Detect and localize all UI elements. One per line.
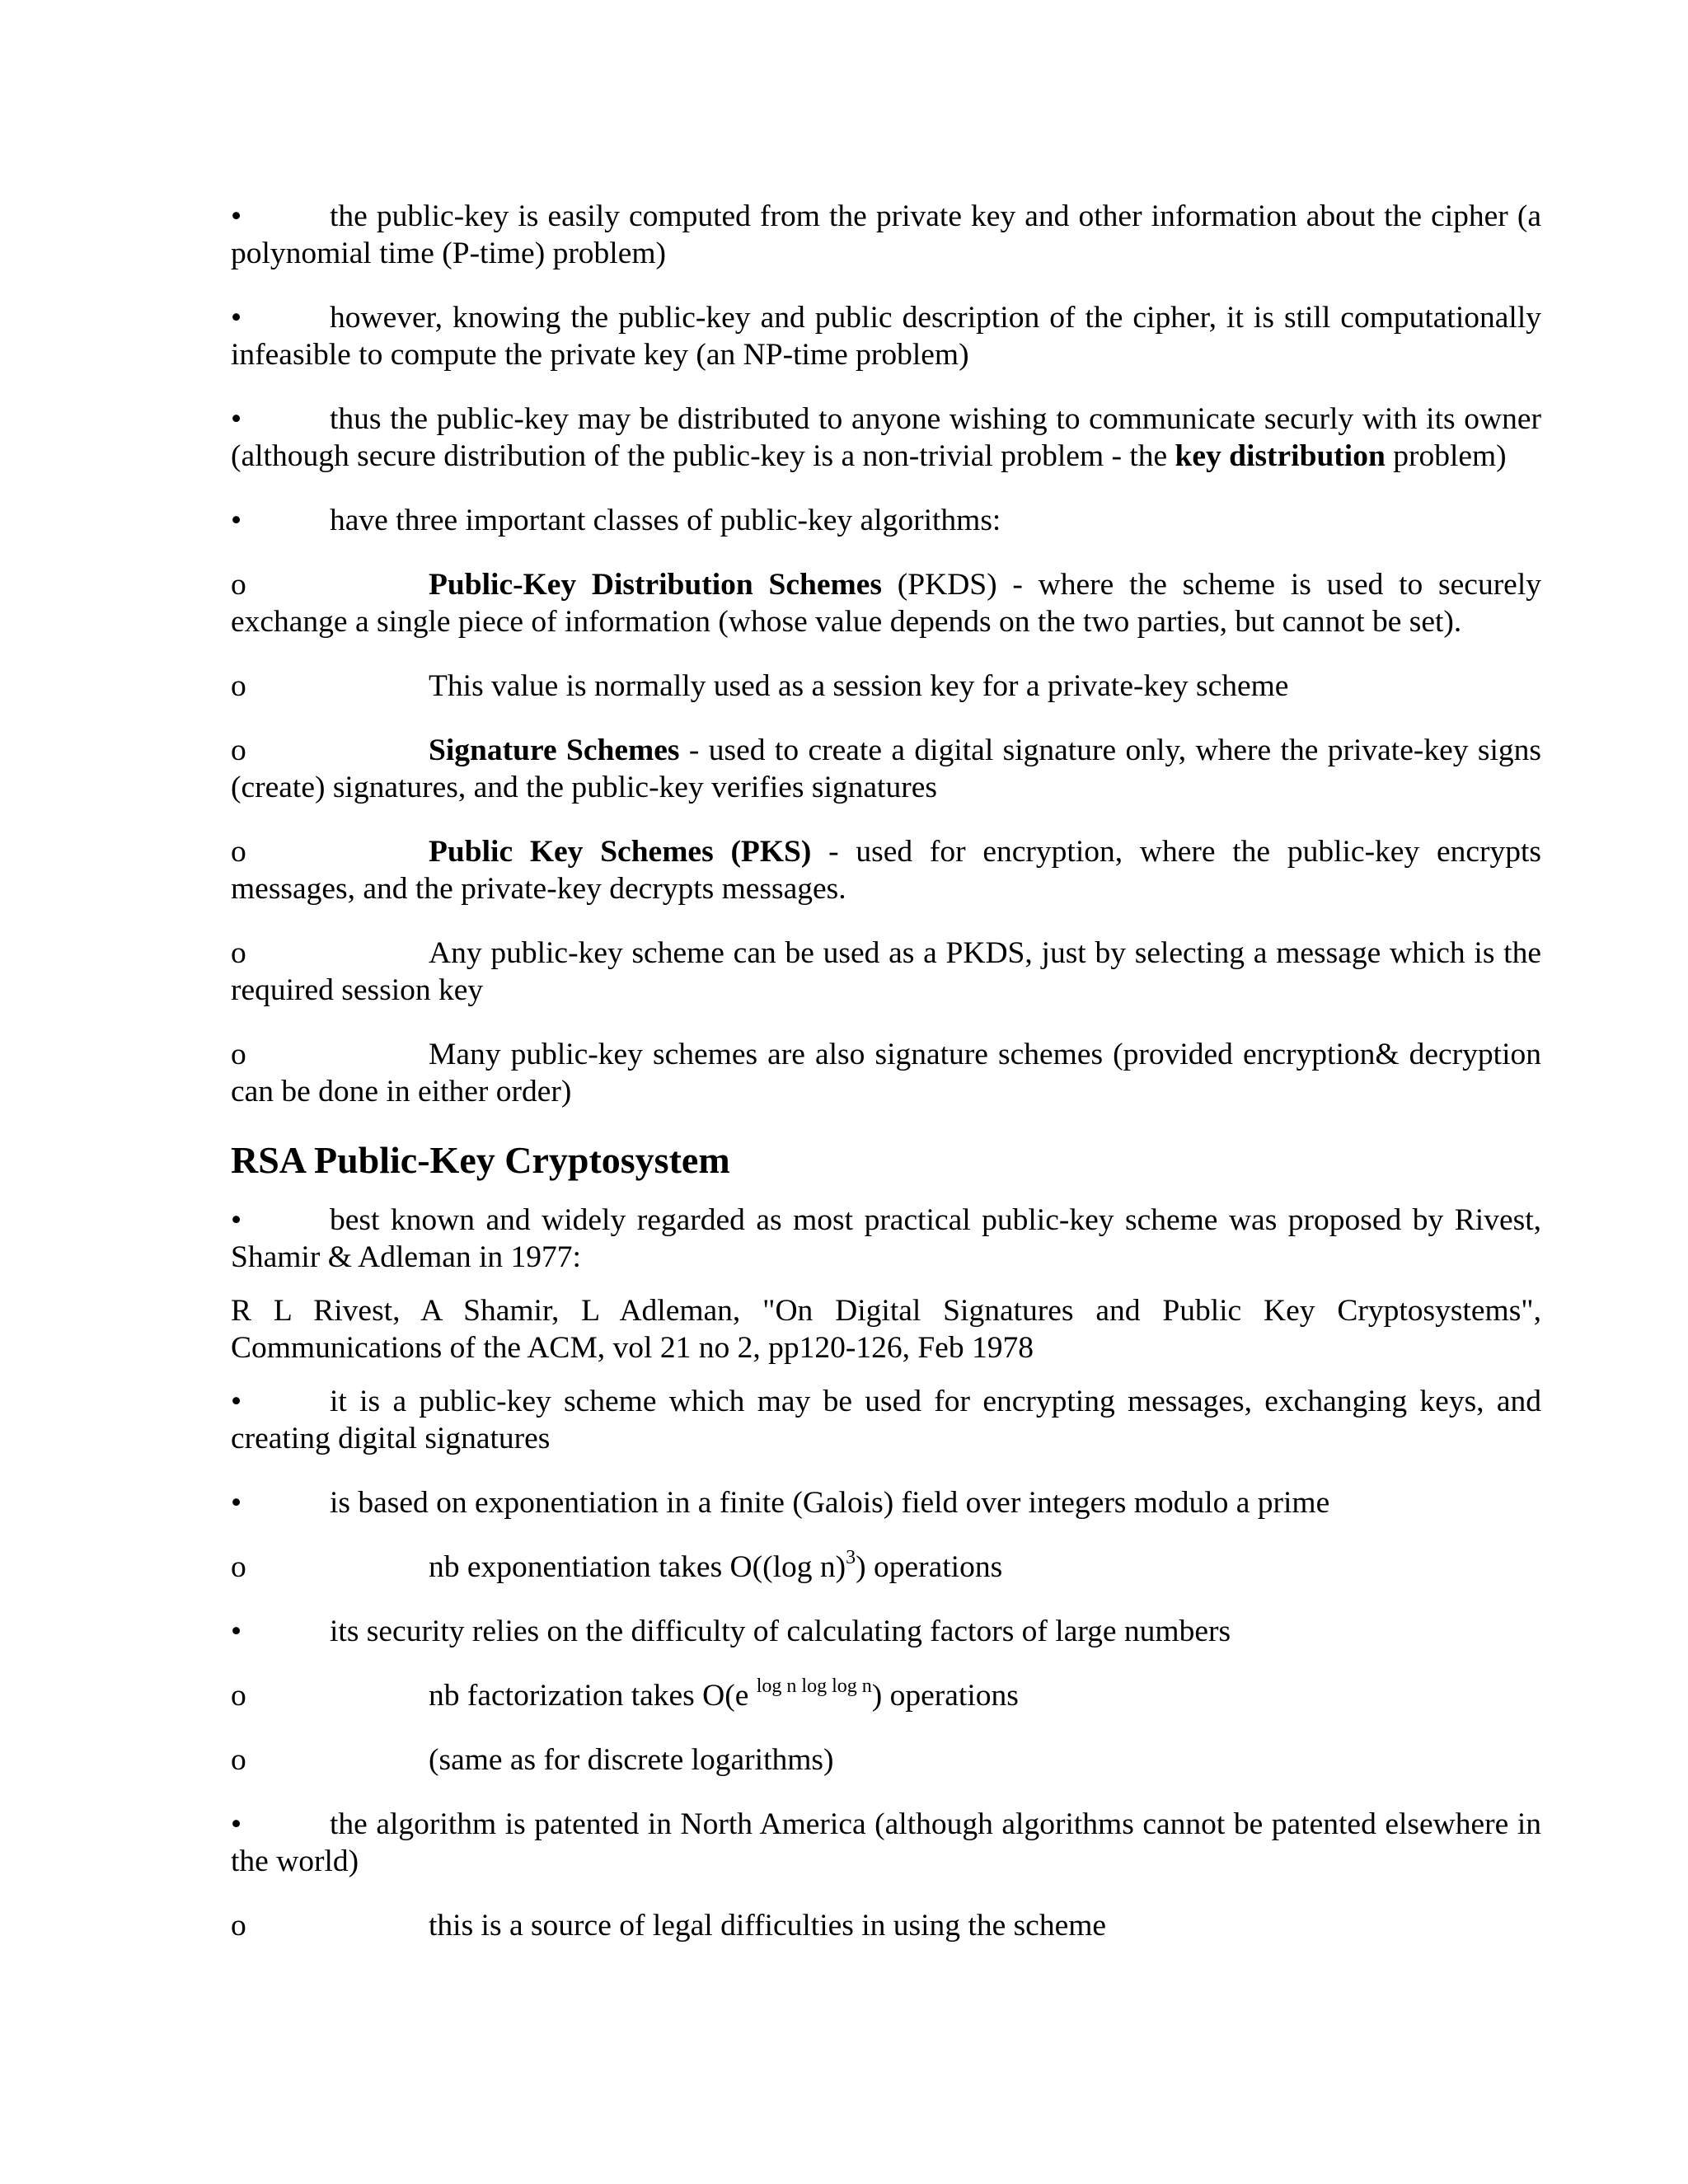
sub-text: - used to create a digital signature only, where the private-key signs (create) signatures, and the public-key verifies signatures: [231, 733, 1541, 804]
bullet-item: [231, 1202, 1541, 1276]
sub-marker: o: [231, 568, 246, 602]
bullet-item: [231, 401, 1541, 475]
bullet-text: is based on exponentiation in a finite (Galois) field over integers modulo a prime: [330, 1486, 1330, 1520]
bullet-text: thus the public-key may be distributed to anyone wishing to communicate securly with its owner (although secure distribution of the public-key is a non-trivial problem - the: [231, 402, 1541, 473]
sub-item: [231, 1741, 1541, 1779]
bullet-item: [231, 198, 1541, 272]
bullet-text: have three important classes of public-key algorithms:: [330, 504, 1001, 537]
bullet-text: the algorithm is patented in North America (although algorithms cannot be patented elsewhere in the world): [231, 1807, 1541, 1878]
sub-text: this is a source of legal difficulties in using the scheme: [429, 1909, 1107, 1943]
sub-text: (same as for discrete logarithms): [429, 1743, 834, 1777]
bullet-item: [231, 1383, 1541, 1457]
superscript: log n log log n: [756, 1675, 872, 1697]
bullet-item: [231, 1484, 1541, 1521]
bullet-item: [231, 1613, 1541, 1650]
bold-term: Signature Schemes: [429, 733, 680, 767]
bullet-marker: •: [231, 301, 242, 335]
reference-text: [231, 1292, 1541, 1366]
bullet-item: [231, 1806, 1541, 1880]
bullet-text: it is a public-key scheme which may be used for encrypting messages, exchanging keys, and creating digital signatures: [231, 1385, 1541, 1455]
bullet-text: the public-key is easily computed from the private key and other information about the cipher (a polynomial time (P-time) problem): [231, 199, 1541, 270]
bullet-text: however, knowing the public-key and public description of the cipher, it is still computationally infeasible to compute the private key (an NP-time problem): [231, 301, 1541, 372]
bullet-text: its security relies on the difficulty of calculating factors of large numbers: [330, 1615, 1231, 1648]
bullet-marker: •: [231, 1615, 242, 1648]
sub-item: [231, 1549, 1541, 1586]
bullet-marker: •: [231, 504, 242, 537]
sub-text: ) operations: [856, 1550, 1003, 1584]
sub-item: [231, 1677, 1541, 1714]
bullet-marker: •: [231, 1385, 242, 1418]
bullet-text: best known and widely regarded as most practical public-key scheme was proposed by Rivest, Shamir & Adleman in 1977:: [231, 1203, 1541, 1274]
sub-marker: o: [231, 1743, 246, 1777]
bullet-text: problem): [1385, 439, 1507, 473]
sub-item: [231, 935, 1541, 1009]
bullet-marker: •: [231, 1486, 242, 1520]
sub-text: Any public-key scheme can be used as a PKDS, just by selecting a message which is the required session key: [231, 936, 1541, 1007]
bullet-marker: •: [231, 1203, 242, 1237]
sub-text: nb exponentiation takes O((log n): [429, 1550, 846, 1584]
sub-text: This value is normally used as a session key for a private-key scheme: [429, 669, 1289, 703]
bullet-marker: •: [231, 402, 242, 436]
sub-marker: o: [231, 1679, 246, 1713]
sub-text: - used for encryption, where the public-key encrypts messages, and the private-key decrypts messages.: [231, 835, 1542, 906]
sub-text: nb factorization takes O(e: [429, 1679, 757, 1713]
sub-marker: o: [231, 669, 246, 703]
sub-text: (PKDS) - where the scheme is used to securely exchange a single piece of information (whose value depends on the two parties, but cannot be set).: [231, 568, 1541, 639]
bullet-marker: •: [231, 199, 242, 233]
bullet-item: [231, 502, 1541, 539]
bullet-item: [231, 299, 1541, 373]
superscript: 3: [846, 1547, 856, 1568]
sub-text: Many public-key schemes are also signature schemes (provided encryption& decryption can be done in either order): [231, 1038, 1541, 1108]
sub-item: [231, 1036, 1541, 1110]
sub-marker: o: [231, 1038, 246, 1071]
sub-item: [231, 732, 1541, 806]
document-page: [231, 198, 1541, 1971]
sub-marker: o: [231, 936, 246, 970]
section-heading: RSA Public-Key Cryptosystem: [231, 1139, 730, 1181]
sub-text: ) operations: [871, 1679, 1019, 1713]
bold-term: Public Key Schemes (PKS): [429, 835, 812, 869]
sub-item: [231, 833, 1541, 907]
bold-term: Public-Key Distribution Schemes: [429, 568, 883, 602]
sub-marker: o: [231, 1909, 246, 1943]
reference: R L Rivest, A Shamir, L Adleman, "On Digital Signatures and Public Key Cryptosystems", Communications of the ACM, vol 21 no 2, pp120-126, Feb 1978: [231, 1294, 1541, 1365]
sub-item: [231, 1907, 1541, 1944]
sub-marker: o: [231, 1550, 246, 1584]
sub-item: [231, 668, 1541, 705]
bold-term: key distribution: [1175, 439, 1386, 473]
sub-marker: o: [231, 835, 246, 869]
bullet-marker: •: [231, 1807, 242, 1841]
sub-marker: o: [231, 733, 246, 767]
sub-item: [231, 566, 1541, 640]
